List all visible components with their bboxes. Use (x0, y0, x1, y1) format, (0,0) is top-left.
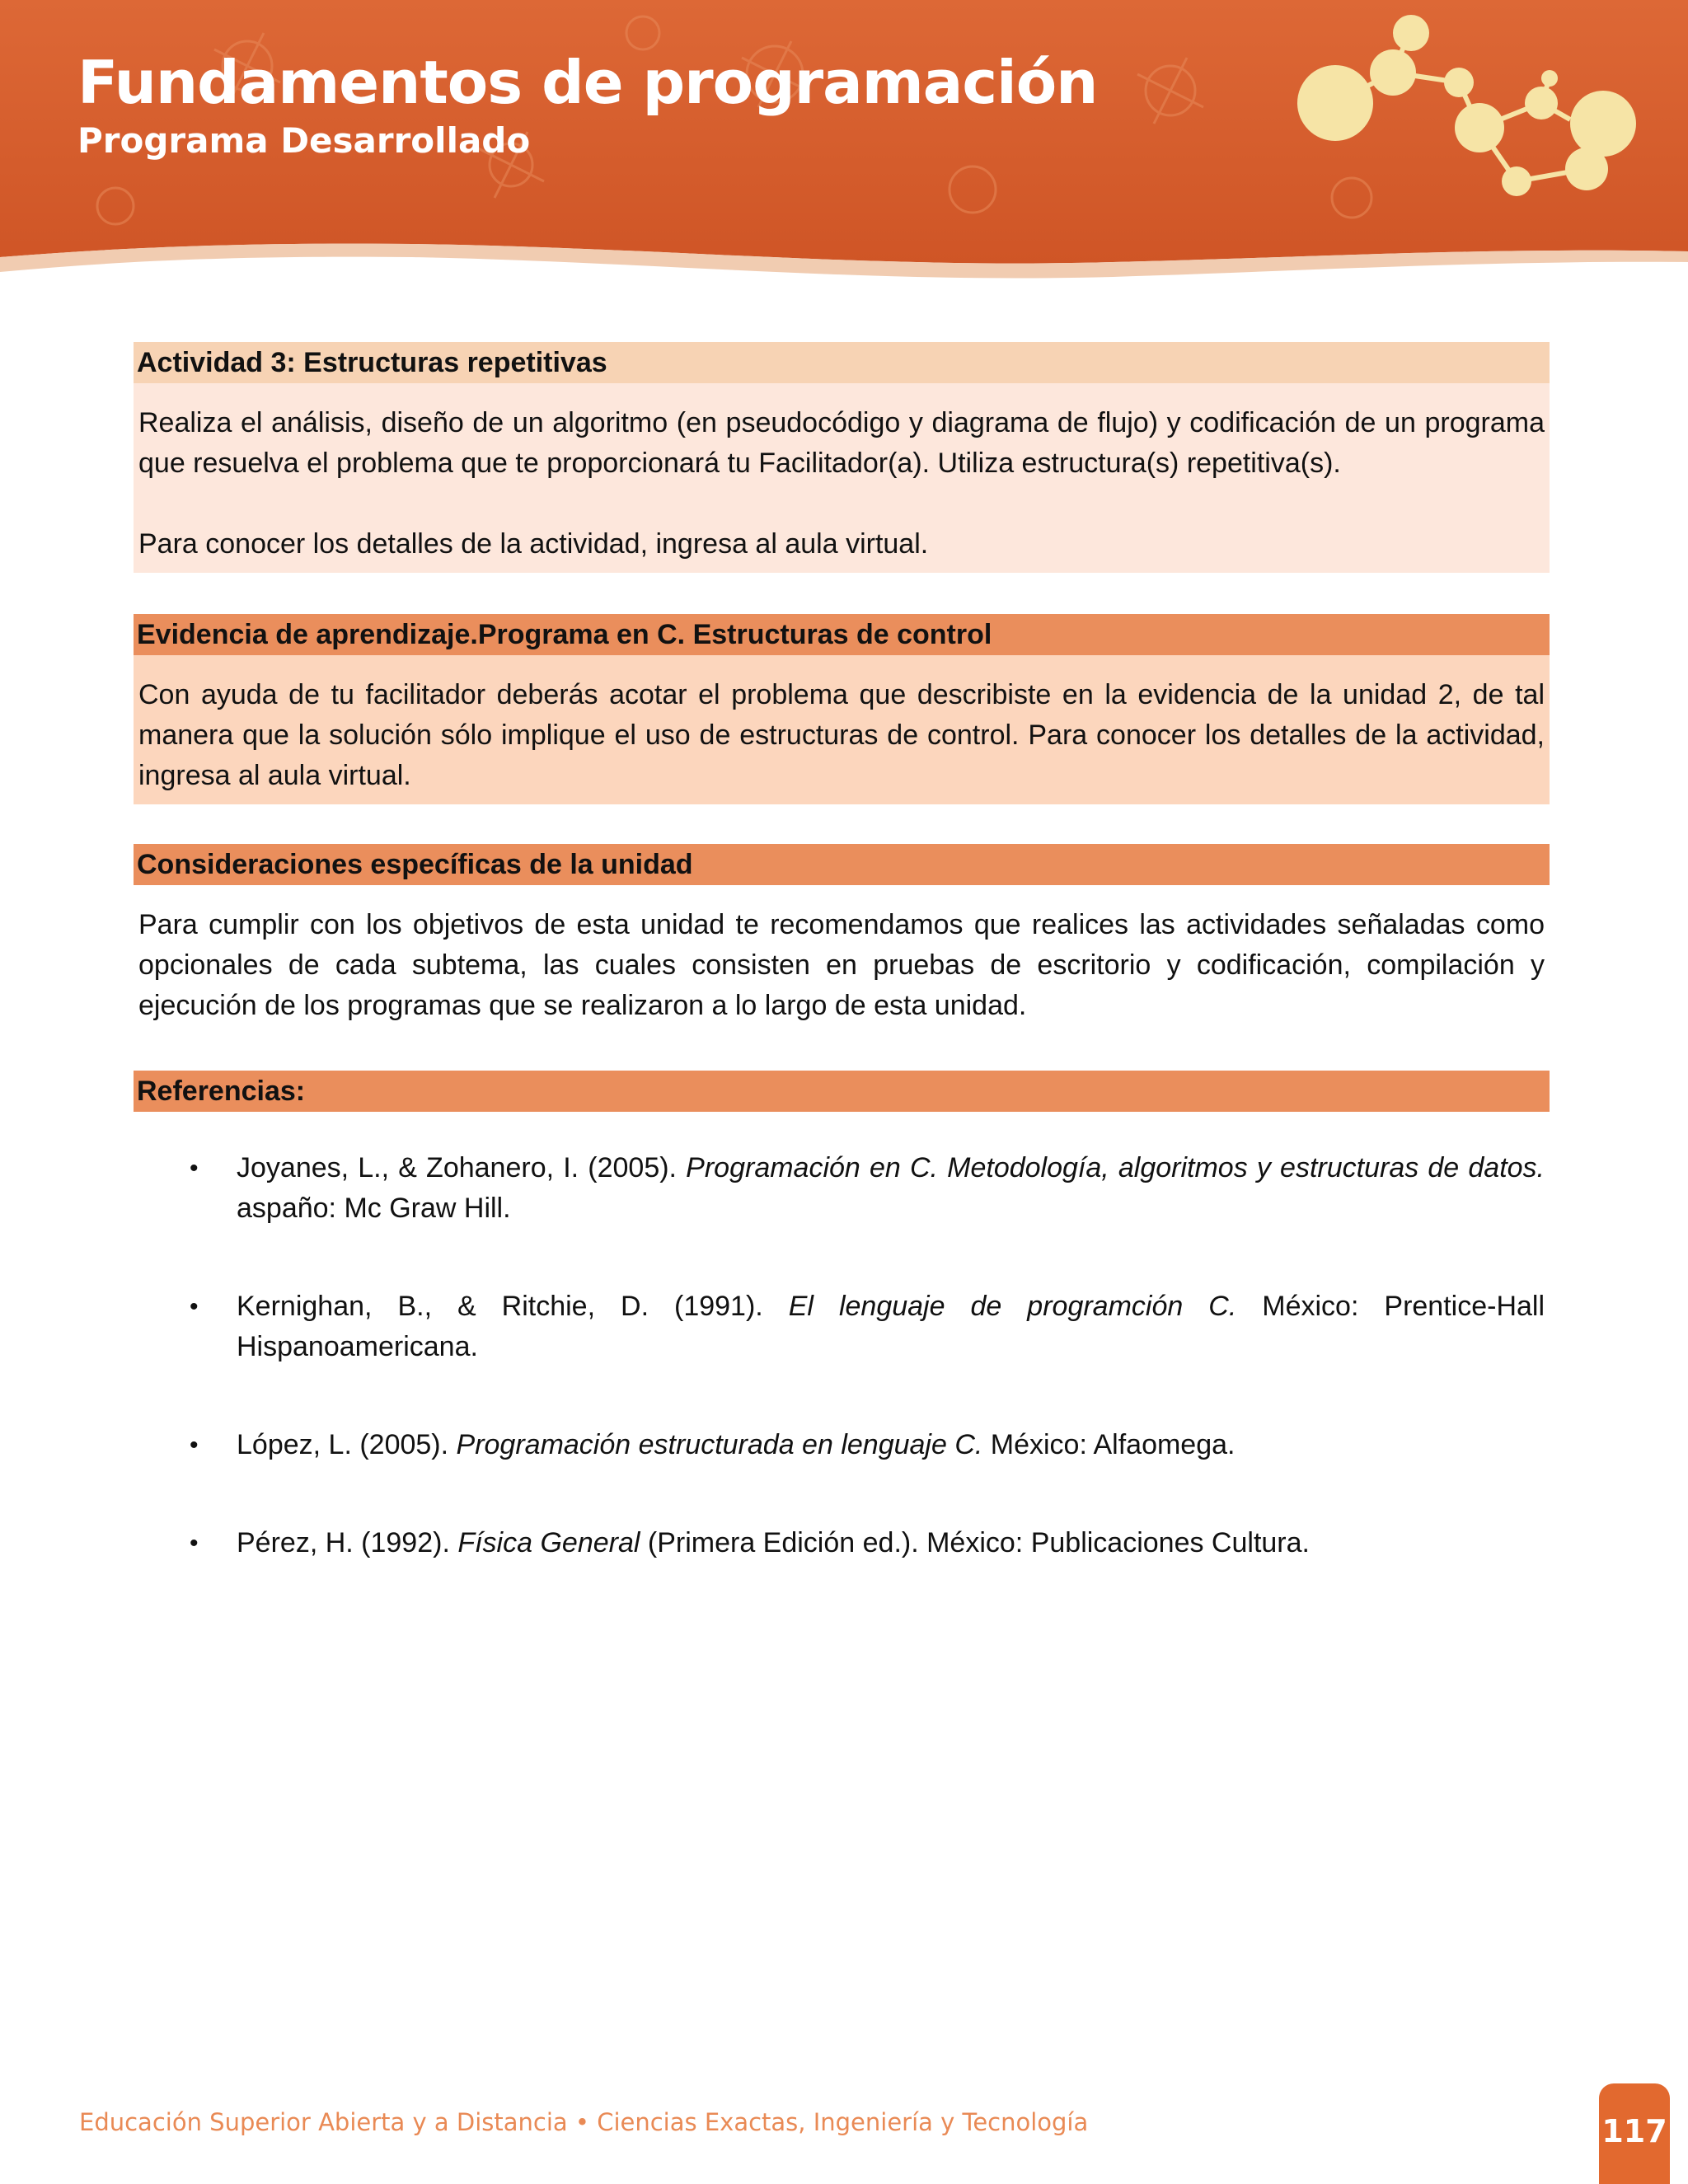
evidencia-body (134, 655, 1550, 804)
bullet-icon: • (190, 1432, 199, 1459)
page-title: Fundamentos de programación (77, 48, 1098, 117)
page-number-tab (1599, 2083, 1670, 2184)
actividad-paragraph-2: Para conocer los detalles de la actividad, ingresa al aula virtual. (138, 528, 929, 560)
evidencia-paragraph: Con ayuda de tu facilitador deberás acotar el problema que describiste en la evidencia de la unidad 2, de tal manera que la solución sólo implique el uso de estructuras de control. Para conocer los detalles de la actividad, ingresa al aula virtual. (138, 679, 1545, 791)
footer-text: Educación Superior Abierta y a Distancia • Ciencias Exactas, Ingeniería y Tecnología (79, 2108, 1089, 2136)
references-list (134, 1148, 1550, 1563)
bullet-icon: • (190, 1530, 199, 1557)
reference-title: Programación en C. Metodología, algoritmos y estructuras de datos. (686, 1152, 1545, 1183)
reference-item: • López, L. (2005). Programación estructurada en lenguaje C. México: Alfaomega. (134, 1425, 1550, 1465)
evidencia-heading: Evidencia de aprendizaje.Programa en C. Estructuras de control (134, 614, 1550, 655)
referencias-heading: Referencias: (134, 1071, 1550, 1112)
page-number: 117 (1601, 2113, 1667, 2149)
consideraciones-heading: Consideraciones específicas de la unidad (134, 844, 1550, 885)
actividad-body (134, 383, 1550, 573)
consideraciones-paragraph: Para cumplir con los objetivos de esta unidad te recomendamos que realices las actividades señaladas como opcionales de cada subtema, las cuales consisten en pruebas de escritorio y codificación, compilación y ejecución de los programas que se realizaron a lo largo de esta unidad. (138, 909, 1545, 1021)
reference-title: Programación estructurada en lenguaje C. (456, 1429, 983, 1460)
reference-title: El lenguaje de programción C. (788, 1291, 1237, 1322)
actividad-heading: Actividad 3: Estructuras repetitivas (134, 342, 1550, 383)
bullet-icon: • (190, 1293, 199, 1320)
page-subtitle: Programa Desarrollado (77, 120, 531, 161)
reference-title: Física General (457, 1527, 640, 1558)
reference-item: • Pérez, H. (1992). Física General (Primera Edición ed.). México: Publicaciones Cultura. (134, 1523, 1550, 1563)
reference-item: • Joyanes, L., & Zohanero, I. (2005). Programación en C. Metodología, algoritmos y estructuras de datos. aspaño: Mc Graw Hill. (134, 1148, 1550, 1229)
page-header (0, 0, 1688, 288)
actividad-paragraph-1: Realiza el análisis, diseño de un algoritmo (en pseudocódigo y diagrama de flujo) y codificación de un programa que resuelva el problema que te proporcionará tu Facilitador(a). Utiliza estructura(s) repetitiva(s). (138, 407, 1545, 479)
reference-item: • Kernighan, B., & Ritchie, D. (1991). El lenguaje de programción C. México: Prentice-Hall Hispanoamericana. (134, 1286, 1550, 1367)
bullet-icon: • (190, 1155, 199, 1182)
consideraciones-body (134, 885, 1550, 1034)
main-content (134, 342, 1550, 1621)
